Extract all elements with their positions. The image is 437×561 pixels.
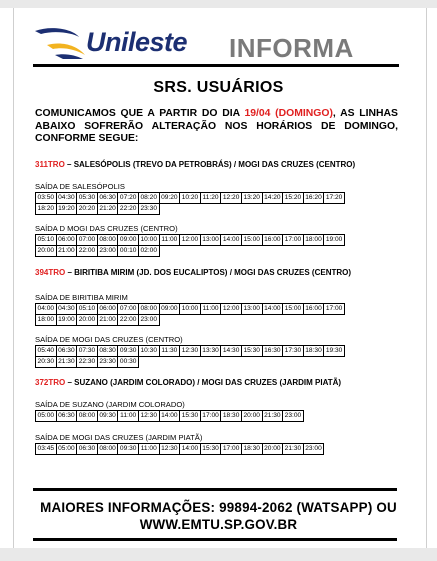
departure-time: 18:30 [221,411,242,422]
departure-time: 00:10 [118,246,139,257]
departure-time: 02:00 [138,246,159,257]
departure-time: 03:50 [36,193,57,204]
departure-time: 18:20 [36,204,57,215]
departure-time: 20:20 [77,204,98,215]
departure-time: 18:30 [303,346,324,357]
departure-label: SAÍDA DE SALESÓPOLIS [35,182,125,191]
departure-time: 18:00 [36,315,57,326]
route-name: – SUZANO (JARDIM COLORADO) / MOGI DAS CRUZES (JARDIM PIATÃ) [65,378,342,387]
departure-time: 21:30 [56,357,77,368]
route-title [35,268,351,277]
window-top-border [0,0,437,8]
timetable [35,303,345,326]
departure-time: 23:30 [138,204,159,215]
departure-time: 06:30 [56,346,77,357]
departure-time: 17:00 [200,411,221,422]
departure-time: 07:00 [77,235,98,246]
departure-label: SAÍDA DE BIRITIBA MIRIM [35,293,128,302]
departure-time: 06:00 [56,235,77,246]
timetable-row [36,235,345,246]
departure-time: 15:30 [200,444,221,455]
departure-time: 21:00 [56,246,77,257]
departure-time: 05:40 [36,346,57,357]
departure-time: 17:30 [283,346,304,357]
departure-time: 15:00 [283,304,304,315]
departure-time: 13:00 [200,235,221,246]
timetable [35,192,345,215]
route-name: – SALESÓPOLIS (TREVO DA PETROBRÁS) / MOGI DAS CRUZES (CENTRO) [64,160,356,169]
route-code: 394TRO [35,268,66,277]
departure-time: 15:30 [241,346,262,357]
departure-time: 10:00 [180,304,201,315]
departure-time: 13:30 [200,346,221,357]
timetable [35,345,345,368]
departure-time: 21:00 [97,315,118,326]
departure-time: 12:00 [180,235,201,246]
departure-time: 07:00 [118,304,139,315]
departure-label: SAÍDA D MOGI DAS CRUZES (CENTRO) [35,224,178,233]
departure-time: 14:00 [180,444,201,455]
departure-time: 05:10 [77,304,98,315]
timetable-row [36,444,324,455]
departure-time: 09:30 [97,411,118,422]
departure-time: 21:20 [97,204,118,215]
departure-time: 23:30 [97,357,118,368]
departure-time: 09:20 [159,193,180,204]
departure-time: 09:00 [118,235,139,246]
departure-time: 21:30 [283,444,304,455]
departure-time: 05:00 [36,411,57,422]
departure-time: 05:10 [36,235,57,246]
departure-time: 22:00 [77,246,98,257]
departure-time: 18:30 [241,444,262,455]
timetable-row [36,304,345,315]
departure-time: 11:00 [118,411,139,422]
departure-time: 20:00 [241,411,262,422]
departure-time: 20:00 [262,444,283,455]
departure-time: 09:30 [118,346,139,357]
route-name: – BIRITIBA MIRIM (JD. DOS EUCALIPTOS) / MOGI DAS CRUZES (CENTRO) [65,268,352,277]
departure-time: 10:20 [180,193,201,204]
departure-time: 06:30 [56,411,77,422]
logo-text: Unileste [86,27,188,57]
departure-time: 16:30 [262,346,283,357]
departure-time: 23:00 [138,315,159,326]
departure-time: 18:00 [303,235,324,246]
timetable-row [36,246,345,257]
departure-time: 12:30 [180,346,201,357]
timetable [35,443,324,455]
departure-time: 14:00 [221,235,242,246]
departure-label: SAÍDA DE MOGI DAS CRUZES (JARDIM PIATÃ) [35,433,203,442]
departure-time: 12:00 [221,304,242,315]
informa-title: INFORMA [229,33,354,63]
departure-time: 07:30 [77,346,98,357]
departure-time: 08:00 [97,235,118,246]
timetable-row [36,204,345,215]
departure-time: 12:30 [138,411,159,422]
departure-time: 10:00 [138,235,159,246]
departure-time: 23:00 [303,444,324,455]
departure-time: 09:30 [118,444,139,455]
departure-time: 17:00 [221,444,242,455]
departure-time: 17:20 [324,193,345,204]
departure-time: 19:20 [56,204,77,215]
departure-time: 17:00 [324,304,345,315]
departure-time: 11:00 [200,304,221,315]
timetable-row [36,346,345,357]
departure-time: 12:20 [221,193,242,204]
timetable-row [36,193,345,204]
departure-time: 16:20 [303,193,324,204]
departure-time: 22:00 [118,315,139,326]
departure-time: 00:30 [118,357,139,368]
departure-time: 23:00 [283,411,304,422]
departure-time: 14:30 [221,346,242,357]
page-title: SRS. USUÁRIOS [153,79,284,96]
departure-time: 21:30 [262,411,283,422]
departure-time: 19:00 [324,235,345,246]
departure-time: 13:00 [241,304,262,315]
departure-time: 08:00 [77,411,98,422]
window-bottom-border [0,548,437,561]
departure-time: 15:00 [241,235,262,246]
departure-time: 14:20 [262,193,283,204]
departure-time: 20:30 [36,357,57,368]
footer-contact: MAIORES INFORMAÇÕES: 99894-2062 (WATSAPP) OU [40,500,397,515]
route-title [35,160,355,169]
route-code: 372TRO [35,378,66,387]
route-code: 311TRO [35,160,65,169]
departure-time: 08:30 [97,346,118,357]
departure-time: 14:00 [159,411,180,422]
departure-time: 11:30 [159,346,180,357]
departure-label: SAÍDA DE SUZANO (JARDIM COLORADO) [35,400,185,409]
departure-time: 08:00 [97,444,118,455]
route-title [35,378,341,387]
departure-time: 15:30 [180,411,201,422]
departure-time: 06:00 [97,304,118,315]
announcement-text [35,108,398,146]
departure-time: 08:20 [138,193,159,204]
departure-time: 22:20 [118,204,139,215]
intro-text-end: , AS LINHAS ABAIXO SOFRERÃO ALTERAÇÃO NOS HORÁRIOS DE DOMINGO, CONFORME SEGUE: [35,108,398,144]
footer-bottom-divider [33,538,397,541]
timetable [35,410,304,422]
departure-time: 11:20 [200,193,221,204]
departure-time: 16:00 [262,235,283,246]
departure-time: 20:00 [77,315,98,326]
top-divider [33,64,399,67]
departure-time: 12:30 [159,444,180,455]
timetable-row [36,315,345,326]
departure-time: 08:00 [138,304,159,315]
departure-time: 14:00 [262,304,283,315]
departure-time: 09:00 [159,304,180,315]
departure-time: 16:00 [303,304,324,315]
timetable-row [36,411,304,422]
departure-time: 07:20 [118,193,139,204]
departure-time: 17:00 [283,235,304,246]
departure-time: 04:30 [56,193,77,204]
departure-time: 05:30 [77,193,98,204]
timetable [35,234,345,257]
intro-text-start: COMUNICAMOS QUE A PARTIR DO DIA [35,108,245,119]
departure-time: 05:00 [56,444,77,455]
departure-label: SAÍDA DE MOGI DAS CRUZES (CENTRO) [35,335,183,344]
departure-time: 06:30 [77,444,98,455]
departure-time: 13:20 [241,193,262,204]
footer-website: WWW.EMTU.SP.GOV.BR [139,517,298,532]
departure-time: 10:30 [138,346,159,357]
timetable-row [36,357,345,368]
departure-time: 03:45 [36,444,57,455]
departure-time: 20:00 [36,246,57,257]
departure-time: 11:00 [138,444,159,455]
departure-time: 19:00 [56,315,77,326]
departure-time: 04:30 [56,304,77,315]
departure-time: 22:30 [77,357,98,368]
departure-time: 23:00 [97,246,118,257]
departure-time: 19:30 [324,346,345,357]
effective-date: 19/04 (DOMINGO) [244,108,333,119]
departure-time: 04:00 [36,304,57,315]
departure-time: 15:20 [283,193,304,204]
footer-top-divider [33,488,397,491]
departure-time: 06:30 [97,193,118,204]
departure-time: 11:00 [159,235,180,246]
